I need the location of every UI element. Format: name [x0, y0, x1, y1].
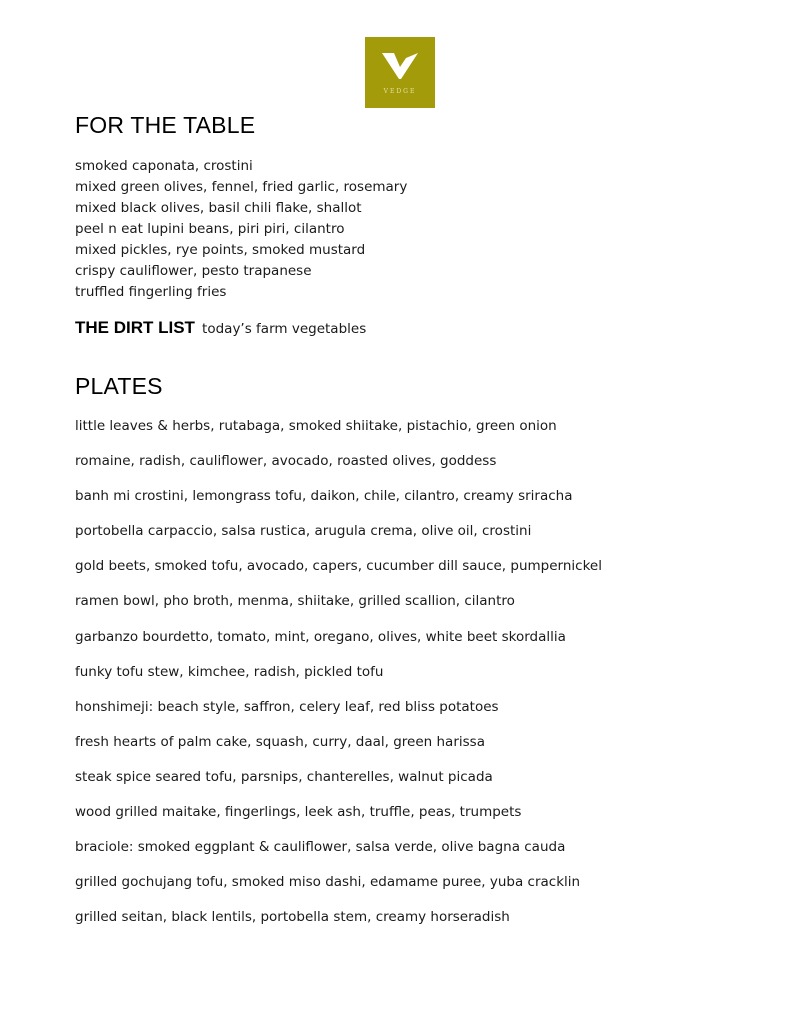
for-the-table-list [75, 156, 407, 303]
plate-menu-item: romaine, radish, cauliflower, avocado, roasted olives, goddess [75, 453, 497, 470]
plate-menu-item: banh mi crostini, lemongrass tofu, daikon, chile, cilantro, creamy sriracha [75, 488, 573, 505]
for-the-table-heading: FOR THE TABLE [75, 112, 256, 138]
plate-menu-item: wood grilled maitake, fingerlings, leek ash, truffle, peas, trumpets [75, 804, 522, 821]
table-menu-item: mixed pickles, rye points, smoked mustard [75, 242, 366, 258]
logo-wordmark: VEDGE [383, 88, 417, 95]
plate-menu-item: funky tofu stew, kimchee, radish, pickled tofu [75, 663, 384, 680]
table-menu-item: smoked caponata, crostini [75, 158, 253, 174]
plate-menu-item: ramen bowl, pho broth, menma, shiitake, grilled scallion, cilantro [75, 593, 515, 610]
plate-menu-item: portobella carpaccio, salsa rustica, arugula crema, olive oil, crostini [75, 523, 532, 540]
plate-menu-item: honshimeji: beach style, saffron, celery leaf, red bliss potatoes [75, 698, 499, 715]
plate-menu-item: steak spice seared tofu, parsnips, chanterelles, walnut picada [75, 768, 493, 785]
plate-menu-item: fresh hearts of palm cake, squash, curry, daal, green harissa [75, 733, 485, 750]
plate-menu-item: braciole: smoked eggplant & cauliflower, salsa verde, olive bagna cauda [75, 839, 566, 856]
dirt-list-description: today’s farm vegetables [202, 321, 367, 337]
dirt-list-line [75, 318, 366, 338]
dirt-list-title: THE DIRT LIST [75, 318, 195, 337]
plate-menu-item: grilled gochujang tofu, smoked miso dashi, edamame puree, yuba cracklin [75, 874, 581, 891]
plates-heading: PLATES [75, 373, 163, 399]
plate-menu-item: little leaves & herbs, rutabaga, smoked shiitake, pistachio, green onion [75, 418, 557, 434]
plate-menu-item: gold beets, smoked tofu, avocado, capers, cucumber dill sauce, pumpernickel [75, 558, 602, 575]
table-menu-item: mixed green olives, fennel, fried garlic, rosemary [75, 179, 408, 195]
table-menu-item: crispy cauliflower, pesto trapanese [75, 263, 312, 279]
plate-menu-item: grilled seitan, black lentils, portobella stem, creamy horseradish [75, 909, 510, 926]
plate-menu-item: garbanzo bourdetto, tomato, mint, oregano, olives, white beet skordallia [75, 628, 566, 645]
v-mark-icon [382, 53, 418, 79]
table-menu-item: mixed black olives, basil chili flake, shallot [75, 200, 362, 216]
table-menu-item: truffled fingerling fries [75, 284, 227, 300]
plates-list [75, 416, 602, 942]
table-menu-item: peel n eat lupini beans, piri piri, cilantro [75, 221, 345, 237]
vedge-logo [365, 37, 435, 108]
